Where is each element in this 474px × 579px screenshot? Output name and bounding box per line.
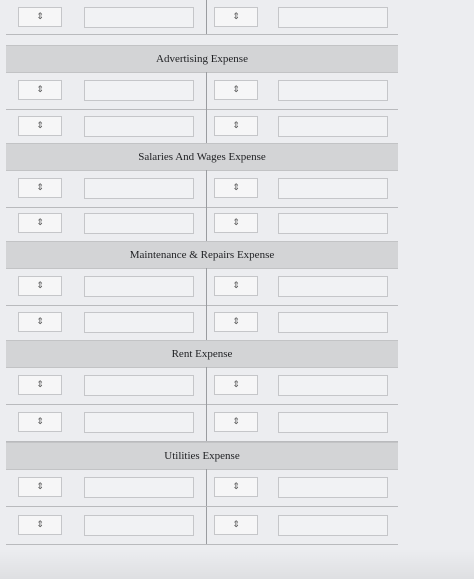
ledger-row bbox=[6, 268, 398, 306]
up-down-chevron-icon: ⇕ bbox=[232, 120, 240, 131]
up-down-chevron-icon: ⇕ bbox=[232, 379, 240, 390]
account-select[interactable] bbox=[214, 178, 258, 198]
amount-input[interactable] bbox=[278, 80, 388, 101]
amount-input[interactable] bbox=[278, 116, 388, 137]
photo-shading bbox=[0, 549, 474, 579]
account-select[interactable] bbox=[214, 80, 258, 100]
account-select[interactable] bbox=[18, 477, 62, 497]
up-down-chevron-icon: ⇕ bbox=[232, 481, 240, 492]
account-select[interactable] bbox=[214, 312, 258, 332]
column-divider bbox=[206, 507, 207, 544]
up-down-chevron-icon: ⇕ bbox=[36, 379, 44, 390]
column-divider bbox=[206, 72, 207, 109]
section-title: Utilities Expense bbox=[164, 450, 240, 462]
up-down-chevron-icon: ⇕ bbox=[36, 316, 44, 327]
column-divider bbox=[206, 205, 207, 242]
amount-input[interactable] bbox=[84, 412, 194, 433]
account-select[interactable] bbox=[214, 213, 258, 233]
amount-input[interactable] bbox=[84, 276, 194, 297]
section-title: Advertising Expense bbox=[156, 53, 248, 65]
section-title: Salaries And Wages Expense bbox=[138, 151, 266, 163]
column-divider bbox=[206, 108, 207, 145]
account-select[interactable] bbox=[18, 213, 62, 233]
amount-input[interactable] bbox=[84, 515, 194, 536]
account-select[interactable] bbox=[18, 375, 62, 395]
up-down-chevron-icon: ⇕ bbox=[36, 519, 44, 530]
ledger-row bbox=[6, 469, 398, 507]
amount-input[interactable] bbox=[278, 515, 388, 536]
up-down-chevron-icon: ⇕ bbox=[36, 120, 44, 131]
up-down-chevron-icon: ⇕ bbox=[36, 217, 44, 228]
account-select[interactable] bbox=[214, 412, 258, 432]
section-header-maintenance bbox=[6, 241, 398, 269]
amount-input[interactable] bbox=[84, 312, 194, 333]
amount-input[interactable] bbox=[84, 477, 194, 498]
up-down-chevron-icon: ⇕ bbox=[232, 84, 240, 95]
amount-input[interactable] bbox=[278, 276, 388, 297]
section-title: Maintenance & Repairs Expense bbox=[129, 249, 275, 261]
amount-input[interactable] bbox=[278, 375, 388, 396]
up-down-chevron-icon: ⇕ bbox=[232, 519, 240, 530]
ledger-row bbox=[6, 507, 398, 545]
account-select[interactable] bbox=[18, 80, 62, 100]
column-divider bbox=[206, 404, 207, 441]
account-select[interactable] bbox=[214, 276, 258, 296]
up-down-chevron-icon: ⇕ bbox=[232, 280, 240, 291]
ledger-row bbox=[6, 404, 398, 442]
amount-input[interactable] bbox=[84, 213, 194, 234]
amount-input[interactable] bbox=[84, 80, 194, 101]
section-title: Rent Expense bbox=[171, 348, 233, 360]
amount-input[interactable] bbox=[278, 412, 388, 433]
ledger-row bbox=[6, 304, 398, 342]
up-down-chevron-icon: ⇕ bbox=[36, 280, 44, 291]
column-divider bbox=[206, 170, 207, 207]
account-select[interactable] bbox=[214, 515, 258, 535]
section-header-salaries bbox=[6, 143, 398, 171]
account-select[interactable] bbox=[18, 312, 62, 332]
ledger-row bbox=[6, 170, 398, 208]
section-header-rent bbox=[6, 340, 398, 368]
up-down-chevron-icon: ⇕ bbox=[36, 84, 44, 95]
column-divider bbox=[206, 0, 207, 34]
section-header-advertising bbox=[6, 45, 398, 73]
up-down-chevron-icon: ⇕ bbox=[232, 11, 240, 22]
amount-input[interactable] bbox=[84, 178, 194, 199]
up-down-chevron-icon: ⇕ bbox=[232, 217, 240, 228]
section-header-utilities bbox=[6, 442, 398, 470]
amount-input[interactable] bbox=[278, 178, 388, 199]
amount-input[interactable] bbox=[278, 7, 388, 28]
account-select[interactable] bbox=[214, 7, 258, 27]
ledger-row bbox=[6, 367, 398, 405]
ledger-row bbox=[6, 0, 398, 35]
column-divider bbox=[206, 304, 207, 341]
ledger-row bbox=[6, 72, 398, 110]
account-select[interactable] bbox=[18, 515, 62, 535]
amount-input[interactable] bbox=[278, 213, 388, 234]
up-down-chevron-icon: ⇕ bbox=[36, 11, 44, 22]
up-down-chevron-icon: ⇕ bbox=[36, 182, 44, 193]
amount-input[interactable] bbox=[84, 7, 194, 28]
account-select[interactable] bbox=[18, 7, 62, 27]
amount-input[interactable] bbox=[278, 312, 388, 333]
amount-input[interactable] bbox=[278, 477, 388, 498]
up-down-chevron-icon: ⇕ bbox=[36, 481, 44, 492]
account-select[interactable] bbox=[214, 375, 258, 395]
up-down-chevron-icon: ⇕ bbox=[232, 182, 240, 193]
account-select[interactable] bbox=[214, 477, 258, 497]
ledger-row bbox=[6, 108, 398, 146]
up-down-chevron-icon: ⇕ bbox=[232, 316, 240, 327]
account-select[interactable] bbox=[18, 276, 62, 296]
amount-input[interactable] bbox=[84, 375, 194, 396]
account-select[interactable] bbox=[18, 116, 62, 136]
up-down-chevron-icon: ⇕ bbox=[36, 416, 44, 427]
ledger-row bbox=[6, 205, 398, 243]
amount-input[interactable] bbox=[84, 116, 194, 137]
account-select[interactable] bbox=[214, 116, 258, 136]
account-select[interactable] bbox=[18, 412, 62, 432]
column-divider bbox=[206, 367, 207, 404]
column-divider bbox=[206, 268, 207, 305]
account-select[interactable] bbox=[18, 178, 62, 198]
up-down-chevron-icon: ⇕ bbox=[232, 416, 240, 427]
column-divider bbox=[206, 469, 207, 506]
